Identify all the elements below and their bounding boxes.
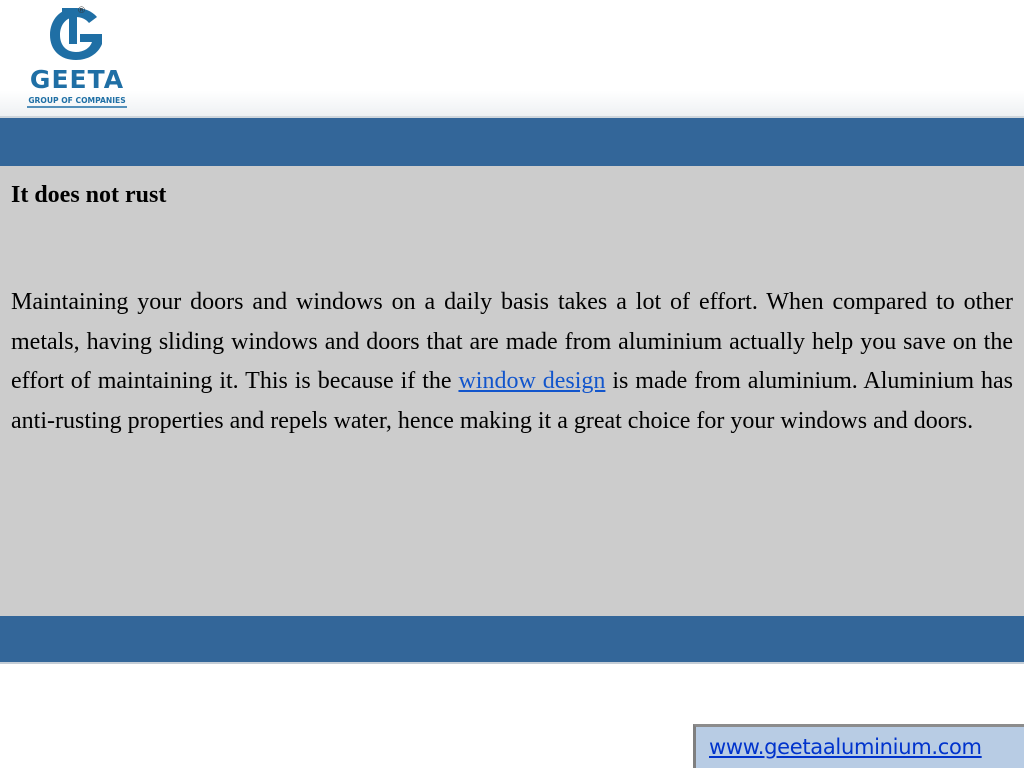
website-link[interactable]: www.geetaaluminium.com <box>709 735 982 759</box>
body-text-after-link: is made from aluminium. Aluminium has anti-rusting properties and repels water, hence making it a great choice for your windows and doors. <box>11 368 1014 434</box>
geeta-logo[interactable] <box>24 2 134 112</box>
header <box>0 0 1024 116</box>
bottom-band <box>0 616 1024 664</box>
svg-text:GEETA: GEETA <box>29 65 125 94</box>
svg-text:®: ® <box>77 6 86 16</box>
section-title: It does not rust <box>11 182 167 208</box>
content-panel <box>0 166 1024 616</box>
geeta-logo-icon <box>24 2 134 112</box>
body-text-before-link: Maintaining your doors and windows on a daily basis takes a lot of effort. When compared to other metals, having sliding windows and doors that are made from aluminium actually help you save on the effort of maintaining it. This is because if the <box>11 289 1013 394</box>
section-body <box>11 283 1013 441</box>
svg-text:GROUP OF COMPANIES: GROUP OF COMPANIES <box>28 96 126 105</box>
top-band <box>0 116 1024 166</box>
footer-url-box <box>693 724 1024 768</box>
window-design-link[interactable]: window design <box>458 368 606 394</box>
